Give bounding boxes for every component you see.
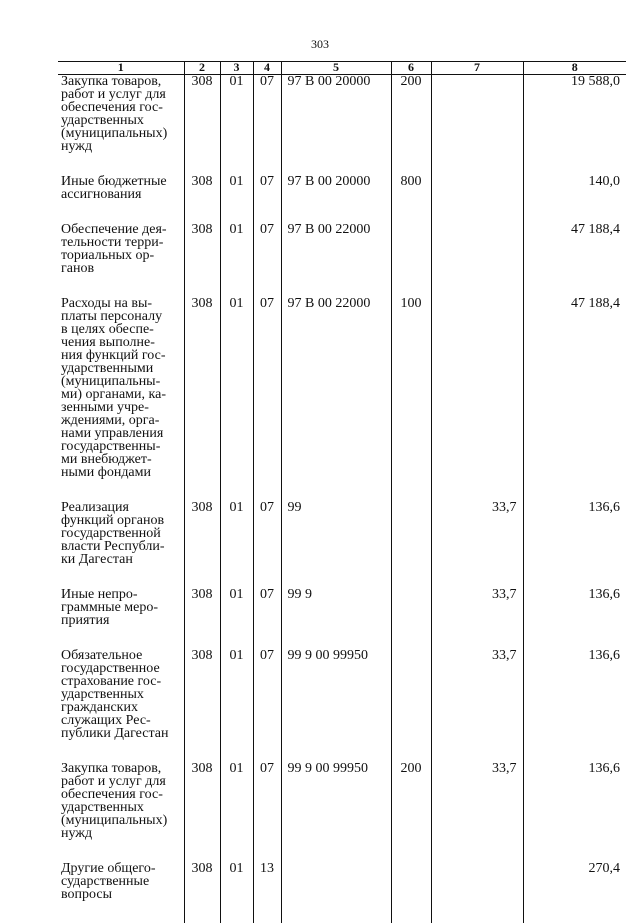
row-ministry-code: 308 — [184, 501, 220, 588]
row-section-code: 01 — [220, 501, 253, 588]
row-ministry-code: 308 — [184, 649, 220, 762]
table-row — [58, 223, 626, 297]
row-target-article: 99 9 00 99950 — [281, 762, 391, 862]
row-name: Закупка товаров, работ и услуг для обеспечения гос- ударственных (муниципальных) нужд — [58, 75, 184, 176]
row-section-code: 01 — [220, 649, 253, 762]
row-amount-col8: 136,6 — [523, 588, 626, 649]
table-row — [58, 501, 626, 588]
table-row — [58, 588, 626, 649]
row-subsection-code: 07 — [253, 175, 281, 223]
column-header-2: 2 — [184, 62, 220, 75]
row-amount-col7: 33,7 — [431, 501, 523, 588]
column-header-1: 1 — [58, 62, 184, 75]
row-name: Реализация функций органов государственной власти Республи- ки Дагестан — [58, 501, 184, 588]
row-ministry-code: 308 — [184, 223, 220, 297]
row-amount-col8: 136,6 — [523, 649, 626, 762]
row-ministry-code: 308 — [184, 75, 220, 176]
row-expense-type: 200 — [391, 75, 431, 176]
table-row — [58, 862, 626, 923]
row-amount-col7: 33,7 — [431, 649, 523, 762]
row-expense-type: 800 — [391, 175, 431, 223]
row-target-article: 99 — [281, 501, 391, 588]
table-row — [58, 75, 626, 176]
row-amount-col8: 140,0 — [523, 175, 626, 223]
row-amount-col7 — [431, 175, 523, 223]
row-subsection-code: 07 — [253, 297, 281, 501]
row-expense-type: 200 — [391, 762, 431, 862]
row-target-article: 99 9 00 99950 — [281, 649, 391, 762]
row-subsection-code: 13 — [253, 862, 281, 923]
budget-table — [58, 61, 626, 923]
row-amount-col8: 47 188,4 — [523, 297, 626, 501]
row-section-code: 01 — [220, 862, 253, 923]
column-header-7: 7 — [431, 62, 523, 75]
row-ministry-code: 308 — [184, 175, 220, 223]
row-name: Иные непро- граммные меро- приятия — [58, 588, 184, 649]
column-header-6: 6 — [391, 62, 431, 75]
table-row — [58, 175, 626, 223]
row-amount-col7 — [431, 223, 523, 297]
column-header-8: 8 — [523, 62, 626, 75]
row-section-code: 01 — [220, 75, 253, 176]
row-target-article — [281, 862, 391, 923]
row-amount-col7 — [431, 297, 523, 501]
row-target-article: 97 В 00 22000 — [281, 223, 391, 297]
row-expense-type — [391, 649, 431, 762]
row-ministry-code: 308 — [184, 297, 220, 501]
row-section-code: 01 — [220, 297, 253, 501]
column-header-3: 3 — [220, 62, 253, 75]
row-expense-type: 100 — [391, 297, 431, 501]
row-name: Обеспечение дея- тельности терри- ториальных ор- ганов — [58, 223, 184, 297]
row-subsection-code: 07 — [253, 501, 281, 588]
column-header-4: 4 — [253, 62, 281, 75]
row-expense-type — [391, 501, 431, 588]
table-row — [58, 649, 626, 762]
row-name: Расходы на вы- платы персоналу в целях обеспе- чения выполне- ния функций гос- ударственными (муниципальны- ми) органами, ка- зенными учре- ждениями, орга- нами управления государственны- ми внебюджет- ными фондами — [58, 297, 184, 501]
row-amount-col8: 270,4 — [523, 862, 626, 923]
row-amount-col7: 33,7 — [431, 762, 523, 862]
row-section-code: 01 — [220, 762, 253, 862]
table-row — [58, 762, 626, 862]
row-target-article: 97 В 00 20000 — [281, 75, 391, 176]
row-expense-type — [391, 588, 431, 649]
row-subsection-code: 07 — [253, 649, 281, 762]
row-target-article: 97 В 00 22000 — [281, 297, 391, 501]
row-amount-col8: 47 188,4 — [523, 223, 626, 297]
table-body — [58, 75, 626, 923]
table-row — [58, 297, 626, 501]
row-expense-type — [391, 862, 431, 923]
row-name: Обязательное государственное страхование гос- ударственных гражданских служащих Рес- публики Дагестан — [58, 649, 184, 762]
row-section-code: 01 — [220, 175, 253, 223]
row-name: Иные бюджетные ассигнования — [58, 175, 184, 223]
row-name: Другие общего- сударственные вопросы — [58, 862, 184, 923]
row-amount-col8: 136,6 — [523, 762, 626, 862]
row-ministry-code: 308 — [184, 862, 220, 923]
page-number: 303 — [0, 37, 640, 52]
row-subsection-code: 07 — [253, 223, 281, 297]
row-target-article: 99 9 — [281, 588, 391, 649]
row-expense-type — [391, 223, 431, 297]
row-target-article: 97 В 00 20000 — [281, 175, 391, 223]
header-row — [58, 62, 626, 75]
row-subsection-code: 07 — [253, 75, 281, 176]
table-header — [58, 62, 626, 75]
row-name: Закупка товаров, работ и услуг для обеспечения гос- ударственных (муниципальных) нужд — [58, 762, 184, 862]
row-amount-col7: 33,7 — [431, 588, 523, 649]
row-subsection-code: 07 — [253, 588, 281, 649]
row-amount-col8: 136,6 — [523, 501, 626, 588]
row-ministry-code: 308 — [184, 588, 220, 649]
row-section-code: 01 — [220, 223, 253, 297]
row-section-code: 01 — [220, 588, 253, 649]
row-amount-col7 — [431, 862, 523, 923]
row-ministry-code: 308 — [184, 762, 220, 862]
row-amount-col7 — [431, 75, 523, 176]
row-amount-col8: 19 588,0 — [523, 75, 626, 176]
column-header-5: 5 — [281, 62, 391, 75]
row-subsection-code: 07 — [253, 762, 281, 862]
